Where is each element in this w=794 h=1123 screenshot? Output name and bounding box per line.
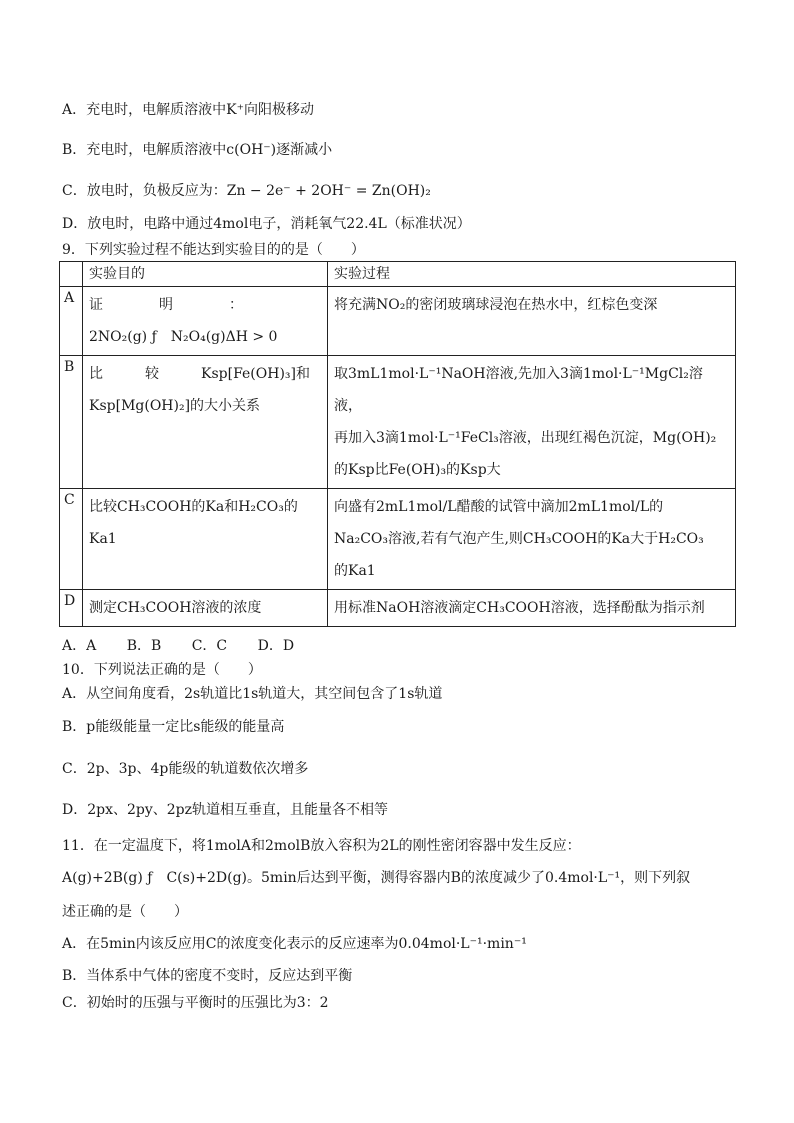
table-header-row — [60, 262, 736, 287]
q10-option-a: A．从空间角度看，2s轨道比1s轨道大，其空间包含了1s轨道 — [62, 686, 443, 702]
q10-option-b: B．p能级能量一定比s能级的能量高 — [62, 719, 285, 735]
header-aim: 实验目的 — [83, 262, 328, 287]
procedure-line: 用标准NaOH溶液滴定CH₃COOH溶液，选择酚酞为指示剂 — [334, 600, 705, 616]
q9-option-c: C．C — [191, 638, 228, 654]
procedure-line: 的Ka1 — [334, 563, 376, 579]
q8-option-c: C．放电时，负极反应为：Zn − 2e⁻ + 2OH⁻ = Zn(OH)₂ — [62, 183, 431, 199]
row-label: B — [60, 356, 83, 489]
q10-option-c: C．2p、3p、4p能级的轨道数依次增多 — [62, 761, 309, 777]
aim-line: 2NO₂(g) ƒ N₂O₄(g)ΔH > 0 — [89, 329, 278, 345]
q8-option-b: B．充电时，电解质溶液中c(OH⁻)逐渐减小 — [62, 142, 333, 158]
table-row — [60, 356, 736, 489]
q11-option-a: A．在5min内该反应用C的浓度变化表示的反应速率为0.04mol·L⁻¹·min⁻¹ — [62, 936, 527, 952]
row-procedure — [328, 356, 736, 489]
q11-stem-line: A(g)+2B(g) ƒ C(s)+2D(g)。5min后达到平衡，测得容器内B的浓度减少了0.4mol·L⁻¹，则下列叙 — [62, 870, 691, 886]
q11-option-b: B．当体系中气体的密度不变时，反应达到平衡 — [62, 968, 353, 984]
q10-stem: 10．下列说法正确的是（ ） — [62, 662, 262, 678]
q9-option-a: A．A — [62, 638, 97, 654]
q11-option-c: C．初始时的压强与平衡时的压强比为3：2 — [62, 995, 329, 1011]
q9-stem: 9．下列实验过程不能达到实验目的的是（ ） — [62, 242, 365, 258]
aim-line: Ka1 — [89, 531, 117, 547]
q11-stem-line: 11．在一定温度下，将1molA和2molB放入容积为2L的刚性密闭容器中发生反应： — [62, 838, 581, 854]
procedure-line: 向盛有2mL1mol/L醋酸的试管中滴加2mL1mol/L的 — [334, 499, 664, 515]
row-aim — [83, 590, 328, 627]
row-aim — [83, 356, 328, 489]
row-aim — [83, 489, 328, 590]
row-label: D — [60, 590, 83, 627]
procedure-line: Na₂CO₃溶液,若有气泡产生,则CH₃COOH的Ka大于H₂CO₃ — [334, 531, 704, 547]
table-row — [60, 489, 736, 590]
table-row — [60, 590, 736, 627]
aim-line: Ksp[Mg(OH)₂]的大小关系 — [89, 398, 261, 414]
row-label: A — [60, 287, 83, 356]
header-procedure: 实验过程 — [328, 262, 736, 287]
aim-line: 比 较 Ksp[Fe(OH)₃]和 — [89, 366, 310, 382]
procedure-line: 的Ksp比Fe(OH)₃的Ksp大 — [334, 462, 501, 478]
aim-line: 测定CH₃COOH溶液的浓度 — [89, 600, 262, 616]
procedure-line: 取3mL1mol·L⁻¹NaOH溶液,先加入3滴1mol·L⁻¹MgCl₂溶液， — [334, 366, 703, 414]
procedure-line: 将充满NO₂的密闭玻璃球浸泡在热水中，红棕色变深 — [334, 297, 658, 313]
row-aim — [83, 287, 328, 356]
row-procedure — [328, 590, 736, 627]
header-blank-cell — [60, 262, 83, 287]
experiment-table — [59, 261, 736, 627]
aim-line: 比较CH₃COOH的Ka和H₂CO₃的 — [89, 499, 298, 515]
q9-options — [62, 636, 320, 656]
q8-option-a: A．充电时，电解质溶液中K⁺向阳极移动 — [62, 102, 314, 118]
row-label: C — [60, 489, 83, 590]
q9-option-b: B．B — [126, 638, 162, 654]
q11-stem-line: 述正确的是（ ） — [62, 904, 188, 920]
row-procedure — [328, 489, 736, 590]
q8-option-d: D．放电时，电路中通过4mol电子，消耗氧气22.4L（标准状况） — [62, 216, 471, 232]
table-row — [60, 287, 736, 356]
q9-option-d: D．D — [257, 638, 295, 654]
procedure-line: 再加入3滴1mol·L⁻¹FeCl₃溶液，出现红褐色沉淀，Mg(OH)₂ — [334, 430, 717, 446]
q10-option-d: D．2px、2py、2pz轨道相互垂直，且能量各不相等 — [62, 802, 389, 818]
aim-line: 证 明 ： — [89, 297, 243, 313]
row-procedure — [328, 287, 736, 356]
